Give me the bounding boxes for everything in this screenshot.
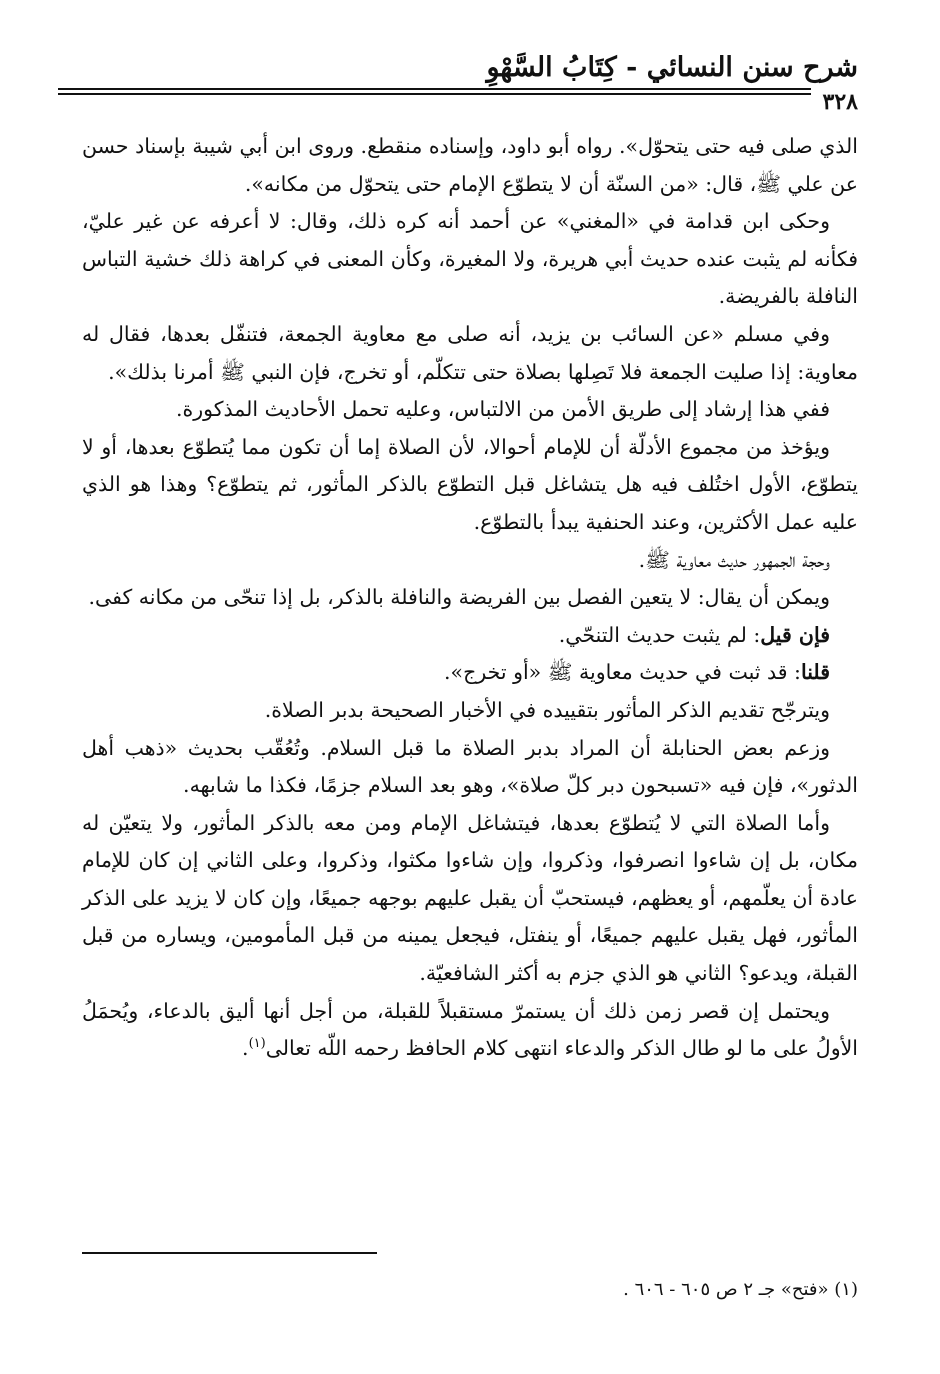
paragraph: وفي مسلم «عن السائب بن يزيد، أنه صلى مع معاوية الجمعة، فتنفّل بعدها، فقال له معاوية: إذا صليت الجمعة فلا تَصِلها بصلاة حتى تتكلّم، أو تخرج، فإن النبي ﷺ أمرنا بذلك».: [82, 321, 858, 384]
question-line: [82, 617, 858, 655]
question-text: : لم يثبت حديث التنحّي.: [558, 622, 761, 647]
answer-text: : قد ثبت في حديث معاوية ﷺ «أو تخرج».: [444, 660, 801, 685]
page-number-box: [811, 88, 858, 116]
paragraph: وحجة الجمهور حديث معاوية ﷺ.: [638, 547, 830, 572]
paragraph: ففي هذا إرشاد إلى طريق الأمن من الالتباس، وعليه تحمل الأحاديث المذكورة.: [176, 397, 830, 422]
answer-label: قلنا: [800, 660, 830, 685]
paragraph: وأما الصلاة التي لا يُتطوّع بعدها، فيتشاغل الإمام ومن معه بالذكر المأثور، ولا يتعيّن له مكان، بل إن شاءوا انصرفوا، وذكروا، وإن شاءوا مكثوا، وذكروا، وعلى الثاني إن كان للإمام عادة أن يعلّمهم، أو يعظهم، فيستحبّ أن يقبل عليهم بوجهه جميعًا، وإن كان لا يزيد على الذكر المأثور، فهل يقبل عليهم جميعًا، أو ينفتل، فيجعل يمينه من قبل المأمومين، ويساره من قبل القبلة، ويدعو؟ الثاني هو الذي جزم به أكثر الشافعيّة.: [82, 810, 858, 986]
running-header-title: شرح سنن النسائي - كِتَابُ السَّهْوِ: [486, 52, 858, 83]
header-rule-bottom: [58, 93, 858, 95]
header-rule-top: [58, 88, 858, 90]
paragraph: ويترجّح تقديم الذكر المأثور بتقييده في الأخبار الصحيحة بدبر الصلاة.: [264, 697, 830, 722]
footnote-separator: [82, 1252, 377, 1254]
footnote-marker[interactable]: (١): [248, 1036, 266, 1052]
last-paragraph: [82, 993, 858, 1068]
last-paragraph-end: .: [242, 1036, 249, 1061]
paragraph: ويؤخذ من مجموع الأدلّة أن للإمام أحوالا، لأن الصلاة إما أن تكون مما يُتطوّع بعدها، أو لا يتطوّع، الأول اختُلف فيه هل يتشاغل قبل التطوّع بالذكر المأثور، ثم يتطوّع؟ وهذا هو الذي عليه عمل الأكثرين، وعند الحنفية يبدأ بالتطوّع.: [82, 434, 858, 534]
footnote: (١) «فتح» جـ ٢ ص ٦٠٥ - ٦٠٦ .: [623, 1279, 858, 1300]
last-paragraph-text: ويحتمل إن قصر زمن ذلك أن يستمرّ مستقبلاً للقبلة، من أجل أنها أليق بالدعاء، ويُحمَلُ الأولُ على ما لو طال الذكر والدعاء انتهى كلام الحافظ رحمه اللّه تعالى: [82, 998, 858, 1061]
page-number: ٣٢٨: [822, 89, 858, 115]
paragraph: وحكى ابن قدامة في «المغني» عن أحمد أنه كره ذلك، وقال: لا أعرفه عن غير عليّ، فكأنه لم يثبت عنده حديث أبي هريرة، ولا المغيرة، وكأن المعنى في كراهة ذلك خشية التباس النافلة بالفريضة.: [82, 209, 858, 309]
body-text: [82, 128, 858, 1068]
answer-line: [82, 654, 858, 692]
paragraph: ويمكن أن يقال: لا يتعين الفصل بين الفريضة والنافلة بالذكر، بل إذا تنحّى من مكانه كفى.: [88, 585, 830, 610]
paragraph: الذي صلى فيه حتى يتحوّل». رواه أبو داود، وإسناده منقطع. وروى ابن أبي شيبة بإسناد حسن عن علي ﷺ، قال: «من السنّة أن لا يتطوّع الإمام حتى يتحوّل من مكانه».: [82, 134, 858, 196]
question-label: فإن قيل: [760, 622, 830, 647]
paragraph: وزعم بعض الحنابلة أن المراد بدبر الصلاة ما قبل السلام. وتُعُقّب بحديث «ذهب أهل الدثور»، فإن فيه «تسبحون دبر كلّ صلاة»، وهو بعد السلام جزمًا، فكذا ما شابهه.: [82, 735, 858, 798]
